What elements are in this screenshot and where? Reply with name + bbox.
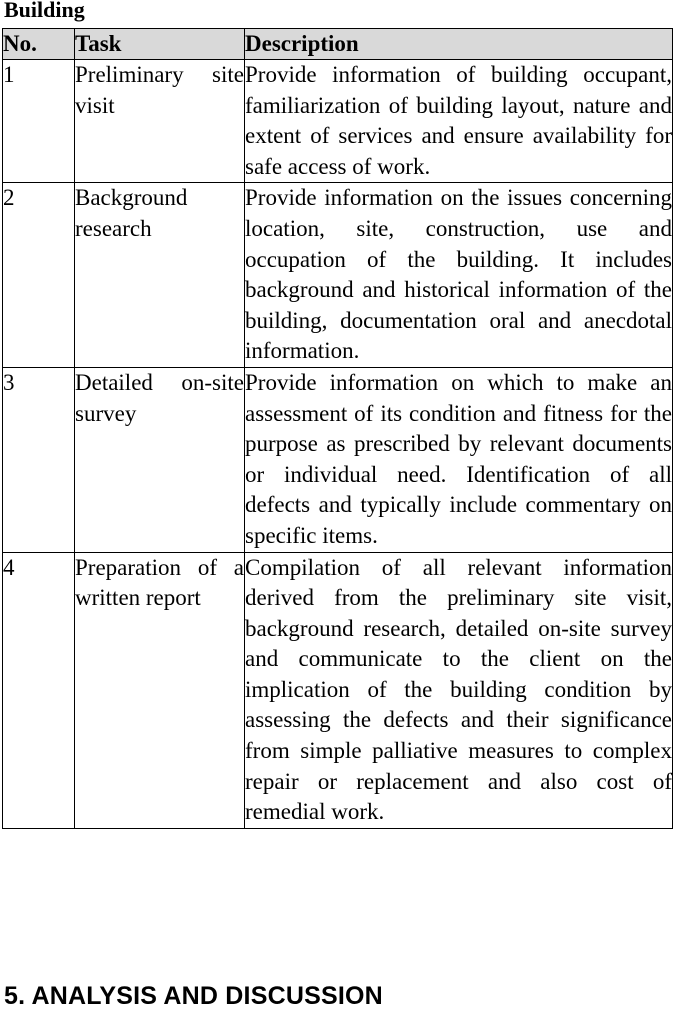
column-header-no: No. bbox=[3, 29, 75, 60]
column-header-description: Description bbox=[245, 29, 673, 60]
row-task: Background research bbox=[75, 183, 245, 368]
row-number: 1 bbox=[3, 60, 75, 183]
table-caption-continuation: Building bbox=[4, 0, 85, 22]
table-row bbox=[3, 60, 673, 183]
row-number: 2 bbox=[3, 183, 75, 368]
row-number: 4 bbox=[3, 552, 75, 828]
section-heading: 5. ANALYSIS AND DISCUSSION bbox=[4, 982, 383, 1010]
survey-tasks-table bbox=[2, 28, 673, 829]
row-description: Provide information on which to make an assessment of its condition and fitness for the purpose as prescribed by relevant documents or individual need. Identification of all defects and typically include commentary on specific items. bbox=[245, 367, 673, 552]
row-task: Detailed on-site survey bbox=[75, 367, 245, 552]
row-description: Compilation of all relevant information derived from the preliminary site visit, background research, detailed on-site survey and communicate to the client on the implication of the building condition by assessing the defects and their significance from simple palliative measures to complex repair or replacement and also cost of remedial work. bbox=[245, 552, 673, 828]
column-header-task: Task bbox=[75, 29, 245, 60]
table-row bbox=[3, 183, 673, 368]
table-row bbox=[3, 552, 673, 828]
row-description: Provide information on the issues concerning location, site, construction, use and occupation of the building. It includes background and historical information of the building, documentation oral and anecdotal information. bbox=[245, 183, 673, 368]
row-task: Preliminary site visit bbox=[75, 60, 245, 183]
row-task: Preparation of a written report bbox=[75, 552, 245, 828]
row-description: Provide information of building occupant, familiarization of building layout, nature and extent of services and ensure availability for safe access of work. bbox=[245, 60, 673, 183]
table-header-row bbox=[3, 29, 673, 60]
table-row bbox=[3, 367, 673, 552]
row-number: 3 bbox=[3, 367, 75, 552]
